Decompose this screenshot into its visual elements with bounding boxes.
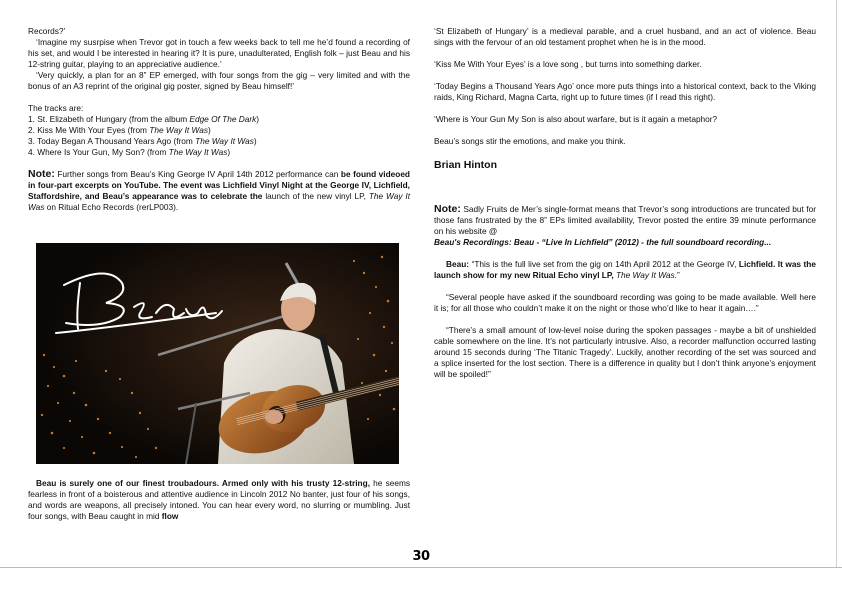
track-item: 4. Where Is Your Gun, My Son? (from The Way It Was) <box>28 147 231 157</box>
paragraph-st-elizabeth: ‘St Elizabeth of Hungary’ is a medieval parable, and a cruel husband, and an act of violence. Beau sings with the fervour of an old testament prophet when he is in the mood. <box>434 26 816 47</box>
paragraph-emotions: Beau’s songs stir the emotions, and make you think. <box>434 136 626 146</box>
footer-rule <box>0 567 842 568</box>
quote-low-level-noise: “There’s a small amount of low-level noise during the spoken passages - maybe a bit of unshielded cable somewhere on the line. It’s not particularly intrusive. Also, a recorder malfunction occurred lasting around 15 seconds during ‘The Titanic Tragedy’. Luckily, another recording of the set was sourced and a splice inserted for the lost section. There is a difference in quality but I don’t think anyone’s enjoyment will be spoiled!” <box>434 325 816 379</box>
paragraph-imagine: ‘Imagine my susrpise when Trevor got in touch a few weeks back to tell me he’d found a recording of his set, and would I be interested in hearing it? It is pure, unadulterated, English folk – just Beau and his 12-string guitar, playing to an appreciative audience.’ <box>28 37 410 69</box>
track-item: 3. Today Began A Thousand Years Ago (from The Way It Was) <box>28 136 257 146</box>
tracks-intro: The tracks are: <box>28 103 84 113</box>
note-label: Note: <box>28 168 55 180</box>
note-youtube: Note: Further songs from Beau’s King George IV April 14th 2012 performance can be found videoed in four-part excerpts on YouTube. The event was Lichfield Vinyl Night at the George IV, Lichfield, Staffordshire, and Beau’s appearance was to celebrate the launch of the new vinyl LP, The Way It Was on Ritual Echo Records (rerLP003). <box>28 168 411 212</box>
author-signoff: Brian Hinton <box>434 159 497 171</box>
track-list <box>28 114 410 158</box>
paragraph-gun: ‘Where is Your Gun My Son is also about warfare, but is it again a metaphor? <box>434 114 718 124</box>
quote-beau-full-set: Beau: “This is the full live set from the gig on 14th April 2012 at the George IV, Lichfield. It was the launch show for my new Ritual Echo vinyl LP, The Way It Was.” <box>434 259 816 280</box>
paragraph-today-begins: ‘Today Begins a Thousand Years Ago’ once more puts things into a historical context, back to the Viking raids, King Richard, Magna Carta, right up to future times (if I read this right). <box>434 81 816 102</box>
concert-photo <box>36 243 399 464</box>
paragraph-kiss-me: ‘Kiss Me With Your Eyes’ is a love song , but turns into something darker. <box>434 59 702 69</box>
page-edge <box>836 0 837 567</box>
left-column <box>28 26 410 213</box>
paragraph-plan: ‘Very quickly, a plan for an 8” EP emerged, with four songs from the gig – very limited and with the bonus of an A3 reprint of the original gig poster, signed by Beau himself!’ <box>28 70 410 91</box>
note-label: Note: <box>434 203 461 215</box>
note-soundboard: Note: Sadly Fruits de Mer’s single-format means that Trevor’s song introductions are truncated but for those fans frustrated by the 8” EPs limited availability, Trevor posted the entire 39 minute performance on his website @ Beau's Recordings: Beau - “Live In Lichfield” (2012) - the full soundboard recording... <box>434 203 816 247</box>
track-item: 2. Kiss Me With Your Eyes (from The Way It Was) <box>28 125 211 135</box>
right-column <box>434 26 816 380</box>
quote-soundboard-available: “Several people have asked if the soundboard recording was going to be made available. Well here it is; for all those who couldn’t make it on the night or those who’d like to hear it again….” <box>434 292 816 313</box>
page-number: 30 <box>412 549 430 564</box>
track-item: 1. St. Elizabeth of Hungary (from the album Edge Of The Dark) <box>28 114 260 124</box>
website-link[interactable]: Beau's Recordings: Beau - “Live In Lichfield” (2012) - the full soundboard recording... <box>434 237 772 247</box>
paragraph-records: Records?’ <box>28 26 66 36</box>
photo-caption: Beau is surely one of our finest troubadours. Armed only with his trusty 12-string, he seems fearless in front of a boisterous and attentive audience in Lincoln 2012 No banter, just four of his songs, and words are weapons, all precisely intoned. You can hear every word, no slurring or mumbling. Just four songs, with Beau caught in mid flow <box>28 478 411 521</box>
